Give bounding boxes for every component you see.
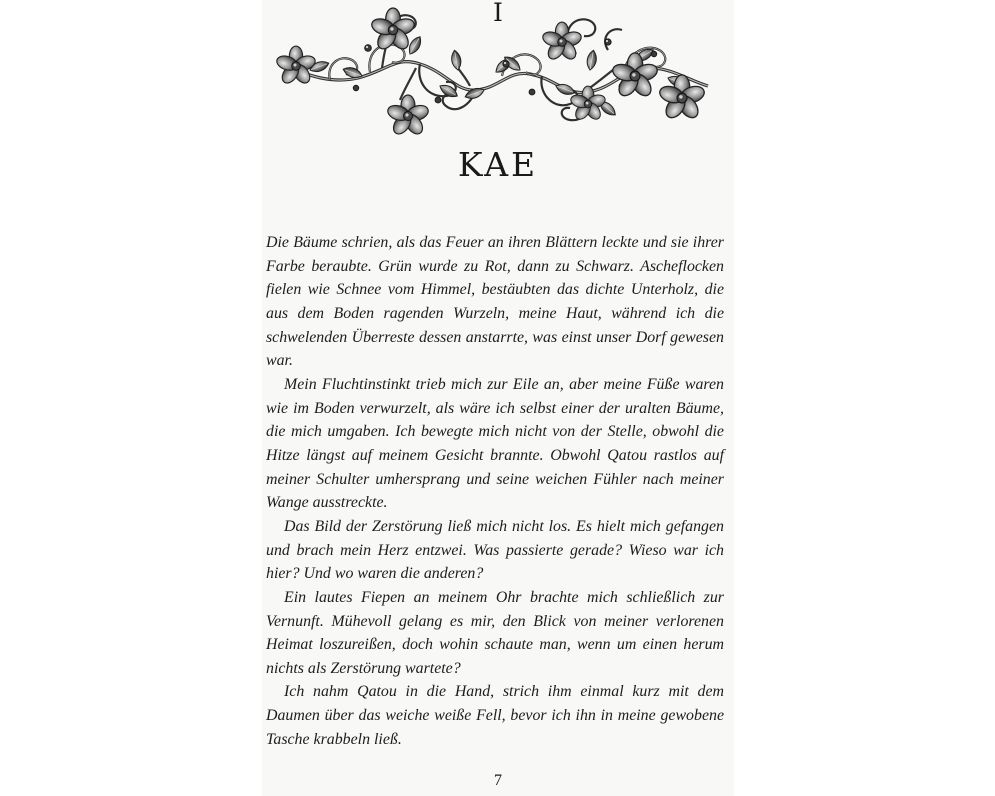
- chapter-body-text: [266, 231, 724, 751]
- paragraph: Ich nahm Qatou in die Hand, strich ihm einmal kurz mit dem Daumen über das weiche weiße Fell, bevor ich ihn in meine gewobene Tasche krabbeln ließ.: [266, 683, 724, 748]
- book-page: [262, 0, 734, 796]
- chapter-number: I: [493, 0, 503, 27]
- paragraph: Mein Fluchtinstinkt trieb mich zur Eile an, aber meine Füße waren wie im Boden verwurzelt, als wäre ich selbst einer der uralten Bäume, die mich umgaben. Ich bewegte mich nicht von der Stelle, obwohl die Hitze längst auf meinem Gesicht brannte. Obwohl Qatou rastlos auf meiner Schulter umhersprang und seine weichen Fühler nach meiner Wange ausstreckte.: [266, 375, 724, 512]
- paragraph: Das Bild der Zerstörung ließ mich nicht los. Es hielt mich gefangen und brach mein Herz entzwei. Was passierte gerade? Wieso war ich hier? Und wo waren die anderen?: [266, 517, 724, 583]
- paragraph: Die Bäume schrien, als das Feuer an ihren Blättern leckte und sie ihrer Farbe beraubte. Grün wurde zu Rot, dann zu Schwarz. Ascheflocken fielen wie Schnee vom Himmel, bestäubten das dichte Unterholz, die aus dem Boden ragenden Wurzeln, meine Haut, während ich die schwelenden Überreste dessen anstarrte, was einst unser Dorf gewesen war.: [266, 234, 724, 370]
- page-number: 7: [494, 772, 502, 789]
- floral-ornament: [270, 6, 720, 140]
- paragraph: Ein lautes Fiepen an meinem Ohr brachte mich schließlich zur Vernunft. Mühevoll gelang es mir, den Blick von meiner verlorenen Heimat loszureißen, doch wohin schaute man, wenn um einen herum nichts als Zerstörung wartete?: [266, 588, 724, 677]
- chapter-title: KAE: [457, 145, 539, 184]
